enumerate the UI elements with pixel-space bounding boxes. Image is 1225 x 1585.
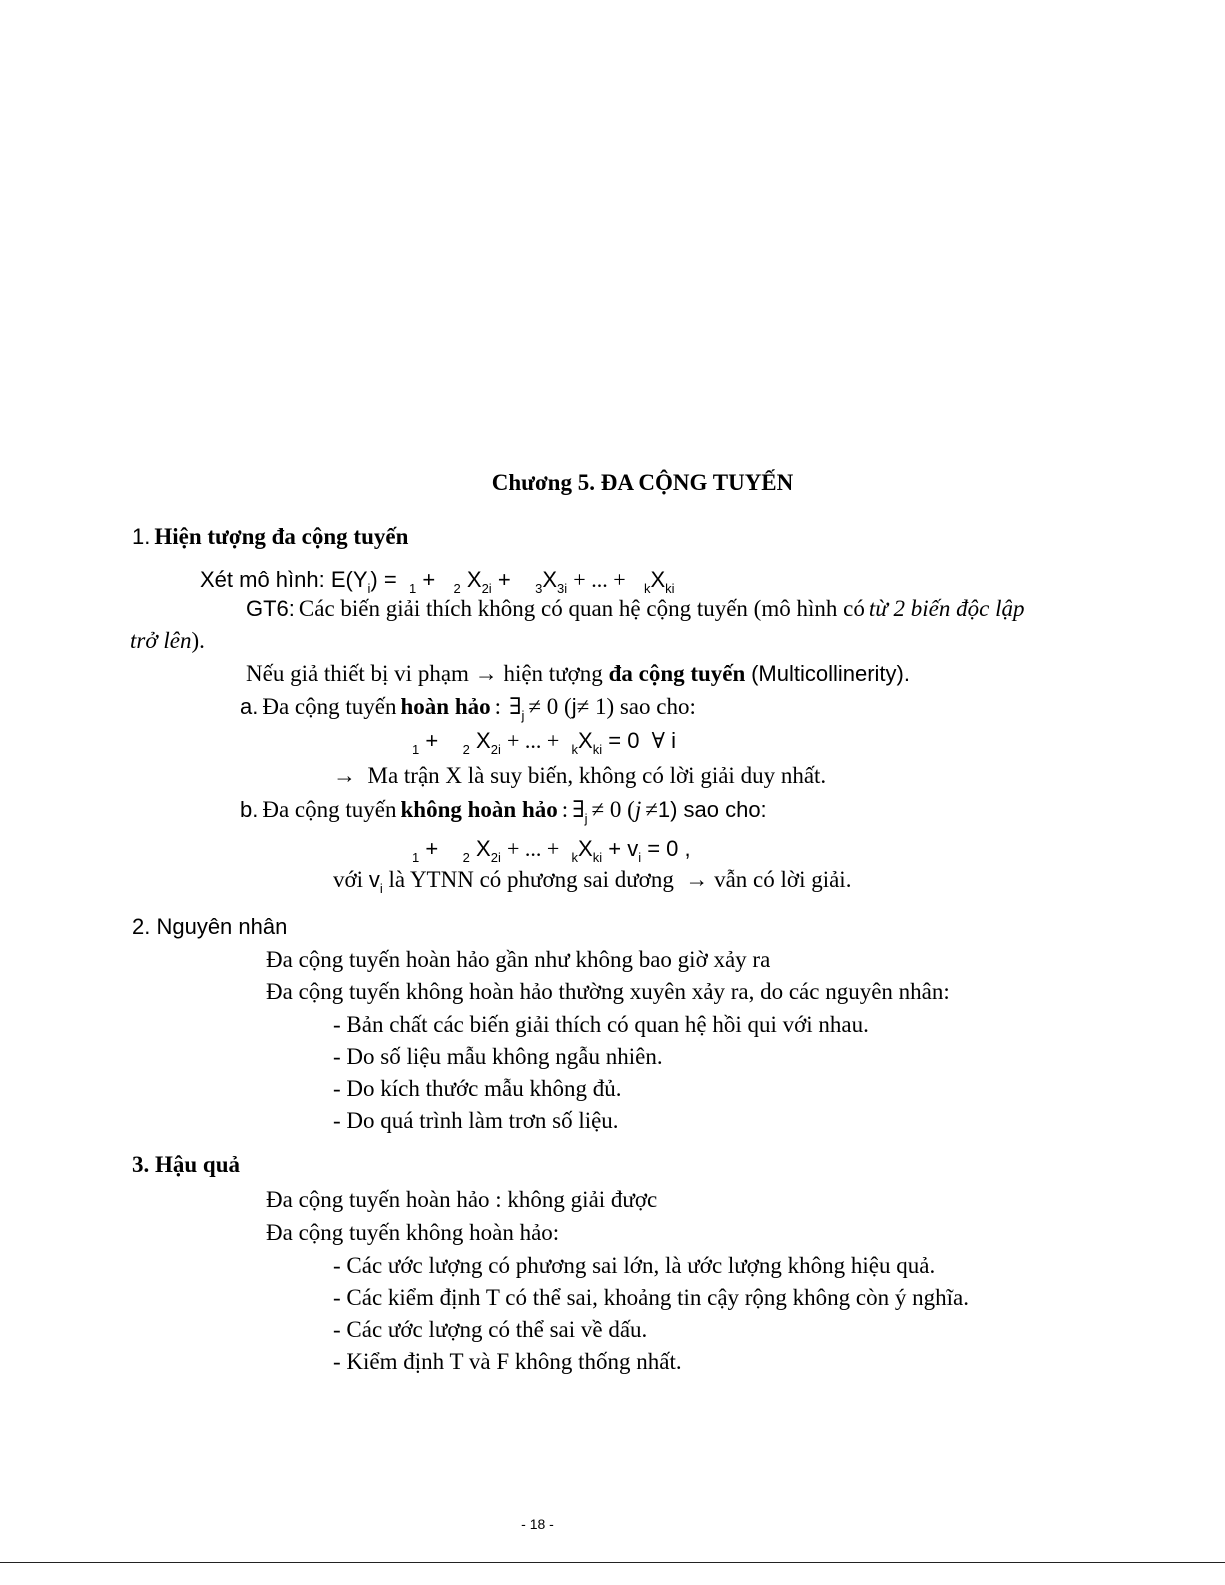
arrow-icon: →: [474, 661, 498, 686]
page-number: - 18 -: [521, 1516, 554, 1532]
equation-b: $_1$ + $_2$ $X_{2i}$ + ... + $_kX_{ki} + v_i = 0$ ,: [412, 836, 691, 865]
exists-icon: ∃: [572, 797, 585, 822]
arrow-icon: →: [685, 867, 709, 892]
consequence-line-1: Đa cộng tuyến hoàn hảo : không giải được: [266, 1187, 658, 1212]
item-b: b. Đa cộng tuyến không hoàn hảo : $\exists_j \ne 0$ (j ≠1) sao cho:: [240, 797, 767, 826]
section-1-heading: 1. Hiện tượng đa cộng tuyến: [132, 524, 409, 549]
cause-bullet: - Do quá trình làm trơn số liệu.: [333, 1108, 619, 1133]
consequence-bullet: - Các ước lượng có thể sai về dấu.: [333, 1317, 648, 1342]
section-3-heading: 3. Hậu quả: [132, 1152, 241, 1177]
cause-line-1: Đa cộng tuyến hoàn hảo gần như không bao giờ xảy ra: [266, 947, 771, 972]
item-a: a. Đa cộng tuyến hoàn hảo : $\exists_j \ne 0$ (j≠ 1) sao cho:: [240, 694, 696, 723]
arrow-icon: →: [333, 763, 356, 788]
chapter-title: Chương 5. ĐA CỘNG TUYẾN: [491, 470, 794, 495]
cause-line-2: Đa cộng tuyến không hoàn hảo thường xuyên xảy ra, do các nguyên nhân:: [266, 979, 950, 1004]
result-a: → Ma trận X là suy biến, không có lời giải duy nhất.: [333, 763, 827, 788]
model-equation: Xét mô hình: $E(Y_i) = _1$ + $_2$ $X_{2i}$ + $_3X_{3i}$ + ... + $_kX_{ki}$: [200, 567, 675, 596]
gt6-continuation: trở lên).: [130, 628, 205, 653]
equation-a: $_1$ + $_2$ $X_{2i}$ + ... + $_kX_{ki} = 0$ ∀ i: [412, 728, 676, 757]
cause-bullet: - Do kích thước mẫu không đủ.: [333, 1076, 622, 1101]
consequence-bullet: - Kiểm định T và F không thống nhất.: [333, 1349, 682, 1374]
forall-icon: ∀: [651, 728, 665, 753]
gt6-line: GT6: Các biến giải thích không có quan hệ cộng tuyến (mô hình có từ 2 biến độc lập: [246, 596, 1025, 621]
result-b: với $v_i$ là YTNN có phương sai dương → vẫn có lời giải.: [333, 867, 852, 896]
exists-icon: ∃: [509, 694, 522, 719]
bottom-divider: [0, 1562, 1225, 1563]
consequence-bullet: - Các kiểm định T có thể sai, khoảng tin cậy rộng không còn ý nghĩa.: [333, 1285, 969, 1310]
section-2-heading: 2. Nguyên nhân: [132, 914, 288, 939]
consequence-line-2: Đa cộng tuyến không hoàn hảo:: [266, 1220, 560, 1245]
consequence-bullet: - Các ước lượng có phương sai lớn, là ước lượng không hiệu quả.: [333, 1253, 936, 1278]
violation-line: Nếu giả thiết bị vi phạm → hiện tượng đa cộng tuyến (Multicollinerity).: [246, 661, 910, 686]
cause-bullet: - Do số liệu mẫu không ngẫu nhiên.: [333, 1044, 663, 1069]
cause-bullet: - Bản chất các biến giải thích có quan hệ hồi qui với nhau.: [333, 1012, 869, 1037]
